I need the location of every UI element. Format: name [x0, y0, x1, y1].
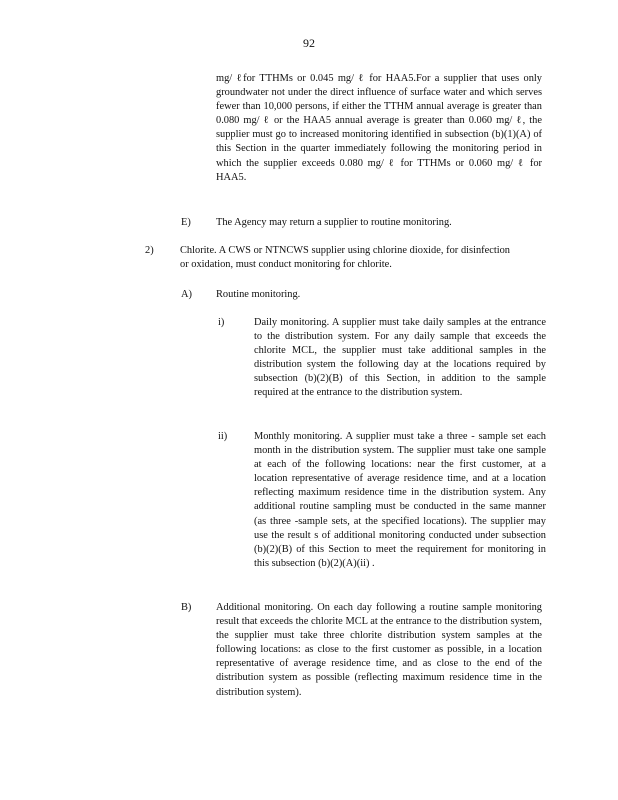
item-ii-label: ii) — [218, 431, 228, 442]
item-a-label: A) — [181, 289, 192, 300]
item-2-text: Chlorite. A CWS or NTNCWS supplier using chlorine dioxide, for disinfection or oxidation, must conduct monitoring for chlorite. — [180, 245, 510, 271]
continuation-text: mg/ ℓfor TTHMs or 0.045 mg/ ℓ for HAA5.For a supplier that uses only groundwater not under the direct influence of surface water and which serves fewer than 10,000 persons, if either the TTHM annual average is greater than 0.080 mg/ ℓ or the HAA5 annual average is greater than 0.060 mg/ ℓ, the supplier must go to increased monitoring identified in subsection (b)(1)(A) of this Section in the quarter immediately following the monitoring period in which the supplier exceeds 0.080 mg/ ℓ for TTHMs or 0.060 mg/ ℓ for HAA5. — [216, 73, 542, 183]
item-e-label: E) — [181, 217, 191, 228]
item-i-text: Daily monitoring. A supplier must take daily samples at the entrance to the distribution system. For any daily sample that exceeds the chlorite MCL, the supplier must take additional samples in the distribution system the following day at the locations required by subsection (b)(2)(B) of this Section, in addition to the sample required at the entrance to the distribution system. — [254, 317, 546, 399]
item-e-text: The Agency may return a supplier to routine monitoring. — [216, 217, 452, 228]
item-ii-text: Monthly monitoring. A supplier must take a three - sample set each month in the distribution system. The supplier must take one sample at each of the following locations: near the first customer, at a location representative of average residence time, and at a location reflecting maximum residence time in the distribution system. Any additional routine sampling must be conducted in the same manner (as three -sample sets, at the specified locations). The supplier may use the result s of additional monitoring conducted under subsection (b)(2)(B) of this Section to meet the requirement for monitoring in this subsection (b)(2)(A)(ii) . — [254, 431, 546, 569]
item-a-text: Routine monitoring. — [216, 289, 301, 300]
continuation-paragraph — [216, 72, 542, 185]
item-b-label: B) — [181, 602, 192, 613]
item-i-label: i) — [218, 317, 225, 328]
item-2-label: 2) — [145, 245, 154, 256]
item-b-text: Additional monitoring. On each day following a routine sample monitoring result that exceeds the chlorite MCL at the entrance to the distribution system, the supplier must take three chlorite distribution system samples at the following locations: as close to the first customer as possible, in a location representative of average residence time, and as close to the end of the distribution system as possible (reflecting maximum residence time in the distribution system). — [216, 602, 542, 698]
page-number: 92 — [303, 36, 315, 50]
